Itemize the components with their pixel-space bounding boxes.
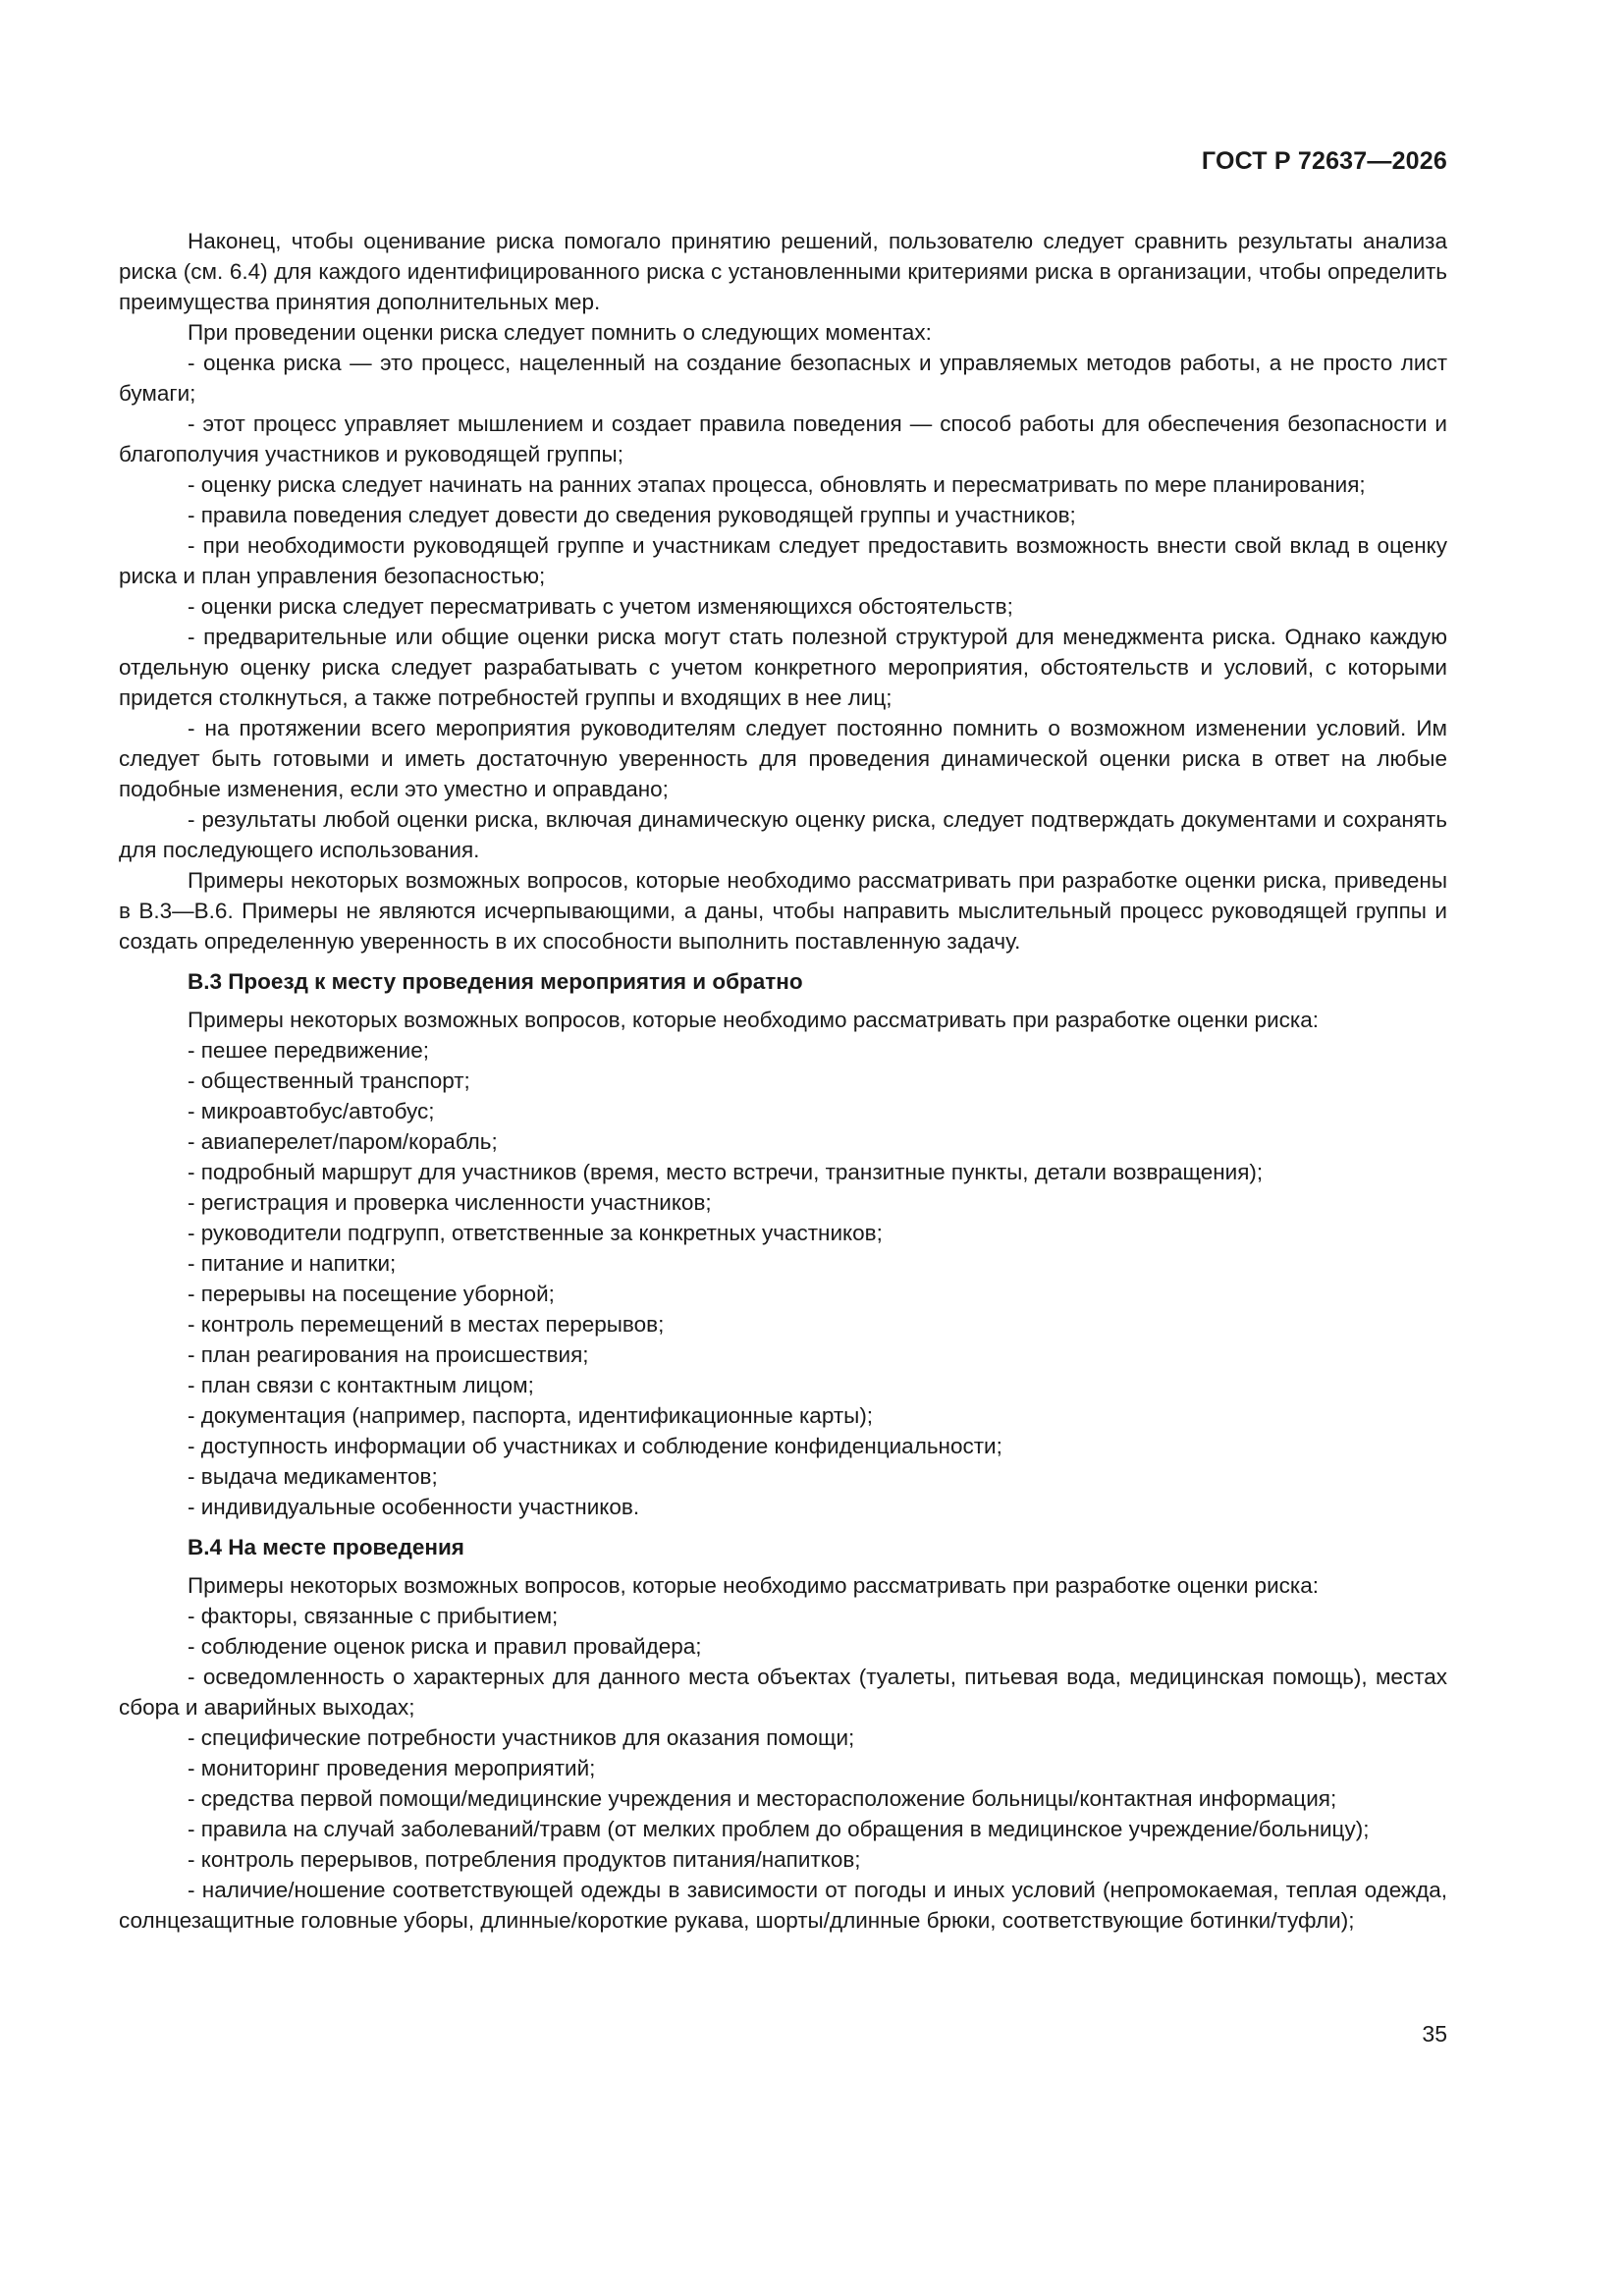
list-item: - средства первой помощи/медицинские учреждения и месторасположение больницы/контактная информация;	[188, 1786, 1337, 1811]
list-item: - питание и напитки;	[188, 1251, 397, 1276]
document-code: ГОСТ Р 72637—2026	[1201, 147, 1447, 175]
list-item: - руководители подгрупп, ответственные за конкретных участников;	[188, 1221, 883, 1245]
section-intro: Примеры некоторых возможных вопросов, которые необходимо рассматривать при разработке оценки риска:	[188, 1573, 1319, 1598]
paragraph: Наконец, чтобы оценивание риска помогало принятию решений, пользователю следует сравнить результаты анализа риска (см. 6.4) для каждого идентифицированного риска с установленными критериями риска в организации, чтобы определить преимущества принятия дополнительных мер.	[119, 229, 1447, 314]
list-item: - наличие/ношение соответствующей одежды в зависимости от погоды и иных условий (непромокаемая, теплая одежда, солнцезащитные головные уборы, длинные/короткие рукава, шорты/длинные брюки, соответствующие ботинки/туфли);	[119, 1878, 1447, 1933]
list-item: - выдача медикаментов;	[188, 1464, 438, 1489]
list-item: - авиаперелет/паром/корабль;	[188, 1129, 498, 1154]
list-item: - пешее передвижение;	[188, 1038, 429, 1063]
list-item: - этот процесс управляет мышлением и создает правила поведения — способ работы для обеспечения безопасности и благополучия участников и руководящей группы;	[119, 411, 1447, 466]
list-item: - доступность информации об участниках и соблюдение конфиденциальности;	[188, 1434, 1002, 1458]
list-item: - микроавтобус/автобус;	[188, 1099, 435, 1123]
list-item: - факторы, связанные с прибытием;	[188, 1604, 559, 1628]
list-item: - правила на случай заболеваний/травм (от мелких проблем до обращения в медицинское учреждение/больницу);	[188, 1817, 1370, 1841]
list-item: - контроль перемещений в местах перерывов;	[188, 1312, 665, 1337]
paragraph: Примеры некоторых возможных вопросов, которые необходимо рассматривать при разработке оценки риска, приведены в В.3—В.6. Примеры не являются исчерпывающими, а даны, чтобы направить мыслительный процесс руководящей группы и создать определенную уверенность в их способности выполнить поставленную задачу.	[119, 868, 1447, 954]
list-item: - оценка риска — это процесс, нацеленный на создание безопасных и управляемых методов работы, а не просто лист бумаги;	[119, 351, 1447, 406]
section-heading-b3: В.3 Проезд к месту проведения мероприятия и обратно	[188, 969, 803, 994]
list-item: - при необходимости руководящей группе и участникам следует предоставить возможность внести свой вклад в оценку риска и план управления безопасностью;	[119, 533, 1447, 588]
list-item: - соблюдение оценок риска и правил провайдера;	[188, 1634, 702, 1659]
list-item: - подробный маршрут для участников (время, место встречи, транзитные пункты, детали возвращения);	[188, 1160, 1264, 1184]
list-item: - план связи с контактным лицом;	[188, 1373, 534, 1397]
list-item: - общественный транспорт;	[188, 1068, 470, 1093]
list-item: - правила поведения следует довести до сведения руководящей группы и участников;	[188, 503, 1076, 527]
document-body	[119, 226, 1447, 1936]
section-heading-b4: В.4 На месте проведения	[188, 1535, 464, 1559]
list-item: - контроль перерывов, потребления продуктов питания/напитков;	[188, 1847, 861, 1872]
list-item: - план реагирования на происшествия;	[188, 1342, 589, 1367]
page-number: 35	[1422, 2021, 1447, 2047]
list-item: - перерывы на посещение уборной;	[188, 1282, 555, 1306]
list-item: - регистрация и проверка численности участников;	[188, 1190, 712, 1215]
paragraph: При проведении оценки риска следует помнить о следующих моментах:	[188, 320, 932, 345]
list-item: - оценки риска следует пересматривать с учетом изменяющихся обстоятельств;	[188, 594, 1013, 619]
list-item: - предварительные или общие оценки риска могут стать полезной структурой для менеджмента риска. Однако каждую отдельную оценку риска следует разрабатывать с учетом конкретного мероприятия, обстоятельств и условий, с которыми придется столкнуться, а также потребностей группы и входящих в нее лиц;	[119, 625, 1447, 710]
list-item: - на протяжении всего мероприятия руководителям следует постоянно помнить о возможном изменении условий. Им следует быть готовыми и иметь достаточную уверенность для проведения динамической оценки риска в ответ на любые подобные изменения, если это уместно и оправдано;	[119, 716, 1447, 801]
list-item: - результаты любой оценки риска, включая динамическую оценку риска, следует подтверждать документами и сохранять для последующего использования.	[119, 807, 1447, 862]
list-item: - оценку риска следует начинать на ранних этапах процесса, обновлять и пересматривать по мере планирования;	[188, 472, 1366, 497]
list-item: - осведомленность о характерных для данного места объектах (туалеты, питьевая вода, медицинская помощь), местах сбора и аварийных выходах;	[119, 1665, 1447, 1720]
section-intro: Примеры некоторых возможных вопросов, которые необходимо рассматривать при разработке оценки риска:	[188, 1008, 1319, 1032]
list-item: - индивидуальные особенности участников.	[188, 1495, 640, 1519]
list-item: - документация (например, паспорта, идентификационные карты);	[188, 1403, 874, 1428]
list-item: - мониторинг проведения мероприятий;	[188, 1756, 596, 1780]
list-item: - специфические потребности участников для оказания помощи;	[188, 1725, 855, 1750]
